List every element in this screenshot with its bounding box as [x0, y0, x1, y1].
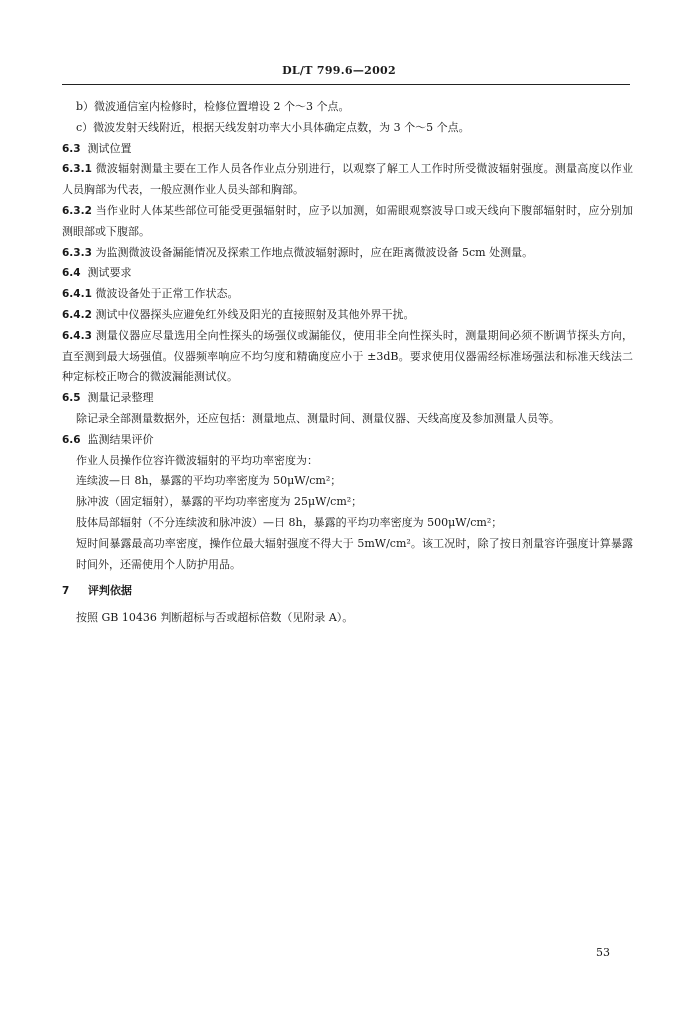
section-6-6-heading	[62, 430, 633, 451]
clause-number: 6.3.2	[62, 204, 92, 217]
section-title: 测试位置	[87, 141, 132, 155]
item-c: c）微波发射天线附近，根据天线发射功率大小具体确定点数，为 3 个～5 个点。	[76, 120, 470, 134]
clause-number: 6.4.3	[62, 329, 92, 342]
section-title: 评判依据	[87, 584, 132, 598]
clause-6-4-3	[62, 326, 633, 388]
section-title: 测量记录整理	[87, 391, 154, 405]
section-number: 6.4	[62, 267, 81, 280]
page-number: 53	[596, 946, 610, 959]
page-content	[62, 97, 633, 629]
short-exposure-limit: 短时间暴露最高功率密度，操作位最大辐射强度不得大于 5mW/cm²。该工况时，除了按日剂量容许强度计算暴露时间外，还需使用个人防护用品。	[76, 536, 633, 571]
section-number: 6.5	[62, 392, 81, 405]
clause-text: 为监测微波设备漏能情况及探索工作地点微波辐射源时，应在距离微波设备 5cm 处测量。	[95, 245, 534, 259]
section-6-4-heading	[62, 263, 633, 284]
standard-code-header: DL/T 799.6—2002	[282, 64, 396, 77]
clause-text: 当作业时人体某些部位可能受更强辐射时，应予以加测，如需眼观察波导口或天线向下腹部辐射时，应分别加测眼部或下腹部。	[62, 203, 634, 238]
continuous-wave-limit: 连续波—日 8h，暴露的平均功率密度为 50μW/cm²；	[76, 474, 342, 488]
section-number: 6.3	[62, 142, 81, 155]
clause-number: 6.3.3	[62, 246, 92, 259]
section-6-5-heading	[62, 388, 633, 409]
section-7-body: 按照 GB 10436 判断超标与否或超标倍数（见附录 A）。	[76, 611, 354, 625]
clause-6-3-1	[62, 159, 633, 201]
clause-number: 6.4.2	[62, 308, 92, 321]
clause-text: 微波辐射测量主要在工作人员各作业点分别进行，以观察了解工人工作时所受微波辐射强度。测量高度以作业人员胸部为代表，一般应测作业人员头部和胸部。	[62, 162, 634, 197]
section-number: 6.6	[62, 433, 81, 446]
evaluation-intro: 作业人员操作位容许微波辐射的平均功率密度为：	[76, 453, 318, 467]
section-6-5-body: 除记录全部测量数据外，还应包括：测量地点、测量时间、测量仪器、天线高度及参加测量人员等。	[76, 411, 560, 425]
clause-6-4-2	[62, 305, 633, 326]
clause-text: 测量仪器应尽量选用全向性探头的场强仪或漏能仪，使用非全向性探头时，测量期间必须不断调节探头方向，直至测到最大场强值。仪器频率响应不均匀度和精确度应小于 ±3dB。要求使用仪器需经标准场强法和标准天线法二种定标校正吻合的微波漏能测试仪。	[62, 328, 634, 384]
section-7-heading	[62, 581, 633, 602]
header-rule	[62, 84, 630, 85]
clause-number: 6.3.1	[62, 163, 92, 176]
clause-6-3-2	[62, 201, 633, 243]
pulse-wave-limit: 脉冲波（固定辐射），暴露的平均功率密度为 25μW/cm²；	[76, 495, 363, 509]
section-6-3-heading	[62, 139, 633, 160]
clause-6-3-3	[62, 243, 633, 264]
section-title: 监测结果评价	[87, 432, 154, 446]
limb-exposure-limit: 肢体局部辐射（不分连续波和脉冲波）—日 8h，暴露的平均功率密度为 500μW/cm²；	[76, 515, 503, 529]
section-title: 测试要求	[87, 266, 132, 280]
clause-6-4-1	[62, 284, 633, 305]
clause-text: 测试中仪器探头应避免红外线及阳光的直接照射及其他外界干扰。	[95, 307, 415, 321]
clause-number: 6.4.1	[62, 288, 92, 301]
clause-text: 微波设备处于正常工作状态。	[95, 287, 239, 301]
section-number: 7	[62, 585, 70, 598]
item-b: b）微波通信室内检修时，检修位置增设 2 个～3 个点。	[76, 100, 350, 113]
